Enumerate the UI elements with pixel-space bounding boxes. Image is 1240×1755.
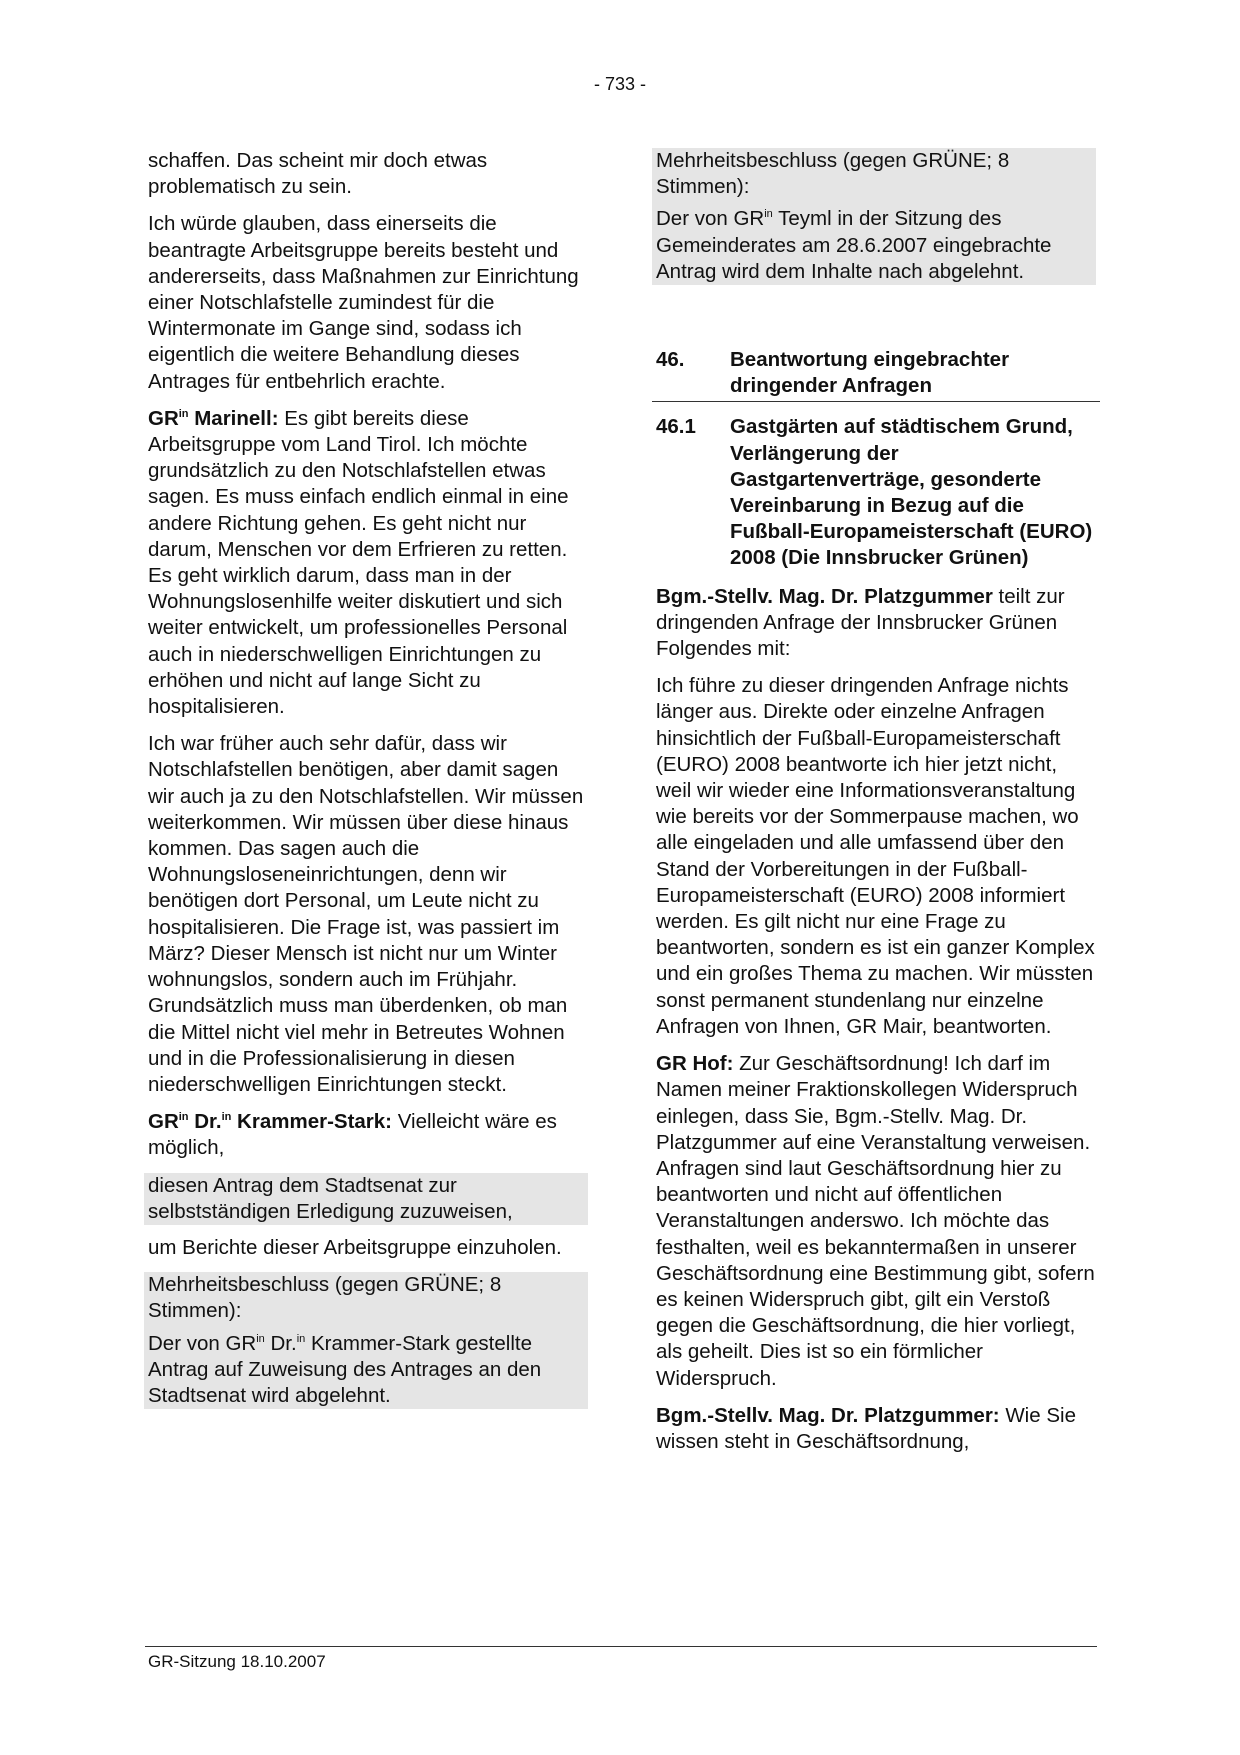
right-column xyxy=(656,148,1096,1466)
speech-krammer-stark: $GR^{in}$ Dr.$^{in}$ Krammer-Stark: Vielleicht wäre es möglich, xyxy=(148,1110,557,1160)
decision-text: Der von $GR^{in}$ Teyml in der Sitzung des Gemeinderates am 28.6.2007 eingebrachte Antrag wird dem Inhalte nach abgelehnt. xyxy=(656,207,1052,283)
section-title: Beantwortung eingebrachter dringender Anfragen xyxy=(730,348,1010,398)
speaker-name: GR Hof: xyxy=(656,1052,734,1076)
speech-platzgummer: Bgm.-Stellv. Mag. Dr. Platzgummer: Wie Sie wissen steht in Geschäftsordnung, xyxy=(656,1403,1076,1453)
footer-divider xyxy=(145,1646,1097,1647)
paragraph: Ich war früher auch sehr dafür, dass wir Notschlafstellen benötigen, aber damit sagen wir auch ja zu den Notschlafstellen. Wir müssen weiterkommen. Wir müssen über diese hinaus kommen. Das sagen auch die Wohnungsloseneinrichtungen, denn wir benötigen dort Personal, um Leute nicht zu hospitalisieren. Die Frage ist, was passiert im März? Dieser Mensch ist nicht nur um Winter wohnungslos, sondern auch im Frühjahr. Grundsätzlich muss man überdenken, ob man die Mittel nicht viel mehr in Betreutes Wohnen und in die Professionalisierung in diesen niederschwelligen Einrichtungen steckt. xyxy=(148,732,584,1096)
speaker-name: $GR^{in}$ Dr.$^{in}$ Krammer-Stark: xyxy=(148,1110,393,1134)
section-number: 46. xyxy=(656,348,685,372)
motion-box xyxy=(144,1173,588,1225)
speaker-name: $GR^{in}$ Marinell: xyxy=(148,406,279,430)
motion-text: diesen Antrag dem Stadtsenat zur selbstständigen Erledigung zuzuweisen, xyxy=(148,1173,513,1223)
speech-marinell: $GR^{in}$ Marinell: Es gibt bereits diese Arbeitsgruppe vom Land Tirol. Ich möchte grundsätzlich zu den Notschlafstellen etwas sagen. Es muss einfach endlich einmal in eine andere Richtung gehen. Es geht nicht nur darum, Menschen vor dem Erfrieren zu retten. Es geht wirklich darum, dass man in der Wohnungslosenhilfe weiter diskutiert und sich weiter entwickelt, um professionelles Personal auch in niederschwelligen Einrichtungen zu erhöhen und nicht auf lange Sicht zu hospitalisieren. xyxy=(148,406,569,719)
paragraph: Ich würde glauben, dass einerseits die beantragte Arbeitsgruppe bereits besteht und andererseits, dass Maßnahmen zur Einrichtung einer Notschlafstelle zumindest für die Wintermonate im Gange sind, sodass ich eigentlich die weitere Behandlung dieses Antrages für entbehrlich erachte. xyxy=(148,212,579,393)
decision-box xyxy=(652,148,1096,285)
section-title: Gastgärten auf städtischem Grund, Verlängerung der Gastgartenverträge, gesonderte Vereinbarung in Bezug auf die Fußball-Europameisterschaft (EURO) 2008 (Die Innsbrucker Grünen) xyxy=(730,415,1093,570)
page-number: - 733 - xyxy=(593,74,647,94)
decision-heading: Mehrheitsbeschluss (gegen GRÜNE; 8 Stimmen): xyxy=(148,1273,502,1323)
speech-platzgummer: Bgm.-Stellv. Mag. Dr. Platzgummer teilt zur dringenden Anfrage der Innsbrucker Grünen Folgendes mit: xyxy=(656,584,1065,661)
footer: GR-Sitzung 18.10.2007 xyxy=(148,1652,326,1671)
speaker-name: Bgm.-Stellv. Mag. Dr. Platzgummer: xyxy=(656,1403,1000,1427)
speech-hof: GR Hof: Zur Geschäftsordnung! Ich darf im Namen meiner Fraktionskollegen Widerspruch einlegen, dass Sie, Bgm.-Stellv. Mag. Dr. Platzgummer auf eine Veranstaltung verweisen. Anfragen sind laut Geschäftsordnung hier zu beantworten und nicht auf öffentlichen Veranstaltungen anderswo. Ich möchte das festhalten, weil es bekanntermaßen in unserer Geschäftsordnung eine Bestimmung gibt, sofern es keinen Widerspruch gibt, gilt ein Verstoß gegen die Geschäftsordnung, die hier vorliegt, als geheilt. Dies ist so ein förmlicher Widerspruch. xyxy=(656,1052,1095,1390)
decision-box xyxy=(144,1272,588,1409)
left-column xyxy=(148,148,588,1419)
section-heading-46-1 xyxy=(656,414,1096,571)
decision-heading: Mehrheitsbeschluss (gegen GRÜNE; 8 Stimmen): xyxy=(656,149,1010,199)
decision-text: Der von $GR^{in}$ Dr.$^{in}$ Krammer-Stark gestellte Antrag auf Zuweisung des Antrages an den Stadtsenat wird abgelehnt. xyxy=(148,1331,542,1407)
paragraph: Ich führe zu dieser dringenden Anfrage nichts länger aus. Direkte oder einzelne Anfragen hinsichtlich der Fußball-Europameisterschaft (EURO) 2008 beantworte ich hier jetzt nicht, weil wir wieder eine Informationsveranstaltung wie bereits vor der Sommerpause machen, wo alle eingeladen und alle umfassend über den Stand der Vorbereitungen in der Fußball-Europameisterschaft (EURO) 2008 informiert werden. Es gilt nicht nur eine Frage zu beantworten, sondern es ist ein ganzer Komplex und ein großes Thema zu machen. Wir müssten sonst permanent stundenlang nur einzelne Anfragen von Ihnen, GR Mair, beantworten. xyxy=(656,674,1095,1038)
section-number: 46.1 xyxy=(656,415,696,439)
section-heading-46 xyxy=(652,347,1100,402)
paragraph: schaffen. Das scheint mir doch etwas problematisch zu sein. xyxy=(148,149,488,199)
paragraph: um Berichte dieser Arbeitsgruppe einzuholen. xyxy=(148,1235,562,1259)
speaker-name: Bgm.-Stellv. Mag. Dr. Platzgummer xyxy=(656,584,993,608)
